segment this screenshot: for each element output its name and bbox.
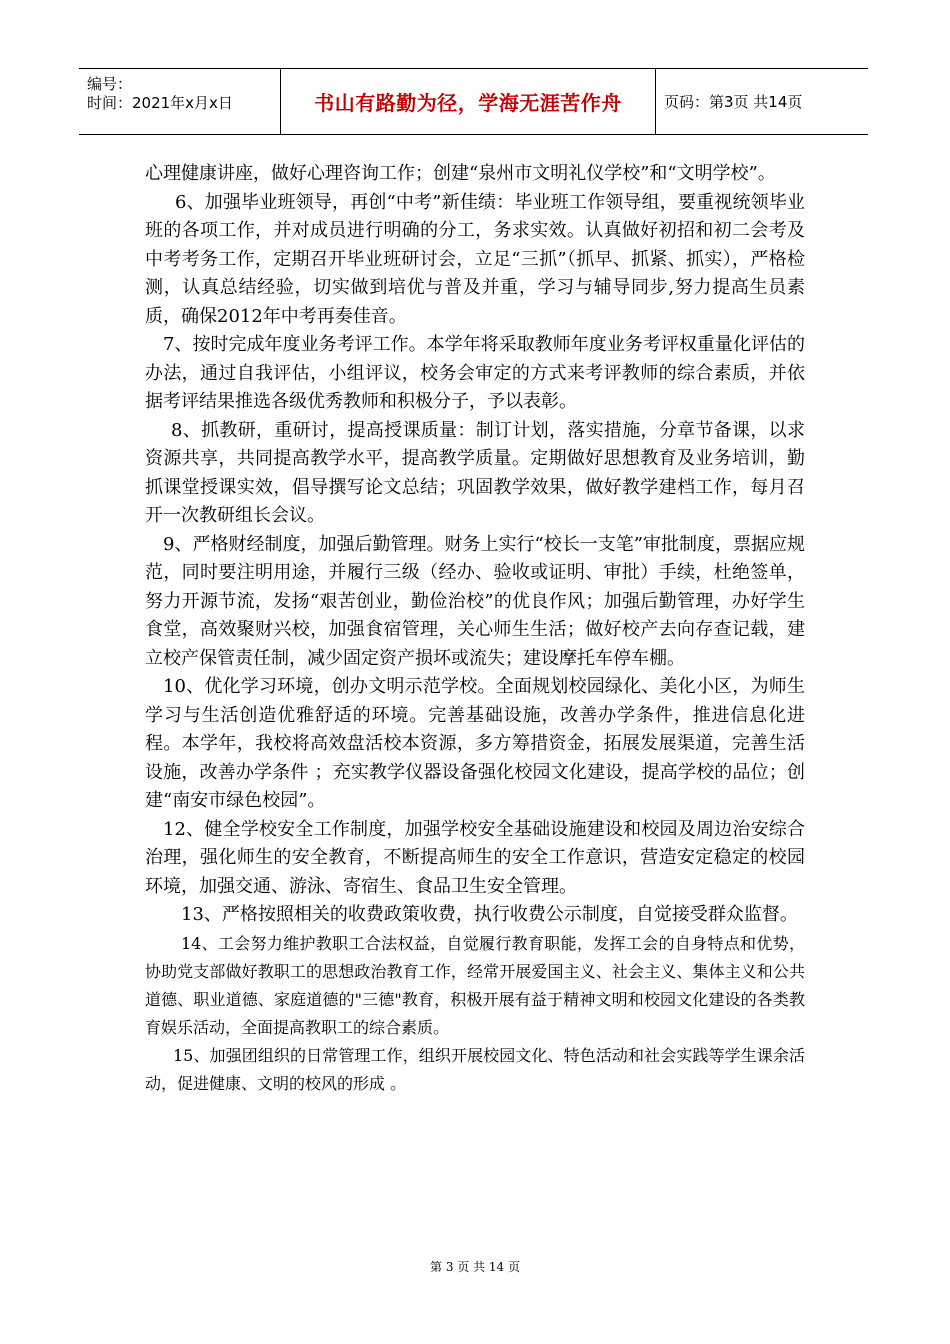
body-paragraph: 12、健全学校安全工作制度，加强学校安全基础设施建设和校园及周边治安综合治理，强化师生的安全教育，不断提高师生的安全工作意识，营造安定稳定的校园环境，加强交通、游泳、寄宿生、食品卫生安全管理。 [145,818,805,897]
document-body [145,160,805,1098]
header-page-cell [656,69,868,134]
header-page-number: 页码：第3页 共14页 [664,93,803,111]
body-paragraph: 心理健康讲座，做好心理咨询工作；创建“泉州市文明礼仪学校”和“文明学校”。 [145,163,776,184]
header-meta-cell [79,69,281,134]
body-paragraph: 10、优化学习环境，创办文明示范学校。全面规划校园绿化、美化小区，为师生学习与生活创造优雅舒适的环境。完善基础设施，改善办学条件，推进信息化进程。本学年，我校将高效盘活校本资源，多方筹措资金，拓展发展渠道，完善生活设施，改善办学条件 ；充实教学仪器设备强化校园文化建设，提高学校的品位；创建“南安市绿色校园”。 [145,676,805,811]
document-date-label: 时间：2021年x月x日 [87,94,233,112]
body-paragraph: 6、加强毕业班领导，再创“中考”新佳绩：毕业班工作领导组，要重视统领毕业班的各项工作，并对成员进行明确的分工，务求实效。认真做好初招和初二会考及中考考务工作，定期召开毕业班研讨会，立足“三抓”（抓早、抓紧、抓实），严格检测，认真总结经验，切实做到培优与普及并重，学习与辅导同步,努力提高生员素质，确保2012年中考再奏佳音。 [145,191,805,327]
page-header [79,68,868,135]
header-motto: 书山有路勤为径，学海无涯苦作舟 [314,91,622,115]
document-number-label: 编号： [87,75,133,93]
body-paragraph: 14、工会努力维护教职工合法权益，自觉履行教育职能，发挥工会的自身特点和优势，协助党支部做好教职工的思想政治教育工作，经常开展爱国主义、社会主义、集体主义和公共道德、职业道德、家庭道德的"三德"教育，积极开展有益于精神文明和校园文化建设的各类教育娱乐活动，全面提高教职工的综合素质。 [145,933,805,1037]
body-paragraph: 8、抓教研，重研讨，提高授课质量：制订计划，落实措施，分章节备课，以求资源共享，共同提高教学水平，提高教学质量。定期做好思想教育及业务培训，勤抓课堂授课实效，倡导撰写论文总结；巩固教学效果，做好教学建档工作，每月召开一次教研组长会议。 [145,419,805,526]
body-paragraph: 7、按时完成年度业务考评工作。本学年将采取教师年度业务考评权重量化评估的办法，通过自我评估，小组评议，校务会审定的方式来考评教师的综合素质，并依据考评结果推选各级优秀教师和积极分子，予以表彰。 [145,334,805,412]
page-footer: 第 3 页 共 14 页 [430,1260,520,1274]
body-paragraph: 15、加强团组织的日常管理工作，组织开展校园文化、特色活动和社会实践等学生课余活动，促进健康、文明的校风的形成 。 [145,1045,805,1093]
body-paragraph: 13、严格按照相关的收费政策收费，执行收费公示制度，自觉接受群众监督。 [181,904,798,925]
header-motto-cell [281,69,656,134]
body-paragraph: 9、严格财经制度，加强后勤管理。财务上实行“校长一支笔”审批制度，票据应规范，同时要注明用途，并履行三级（经办、验收或证明、审批）手续，杜绝签单，努力开源节流，发扬“艰苦创业，勤俭治校”的优良作风；加强后勤管理，办好学生食堂，高效聚财兴校，加强食宿管理，关心师生生活；做好校产去向存查记载，建立校产保管责任制，减少固定资产损坏或流失；建设摩托车停车棚。 [145,533,805,669]
